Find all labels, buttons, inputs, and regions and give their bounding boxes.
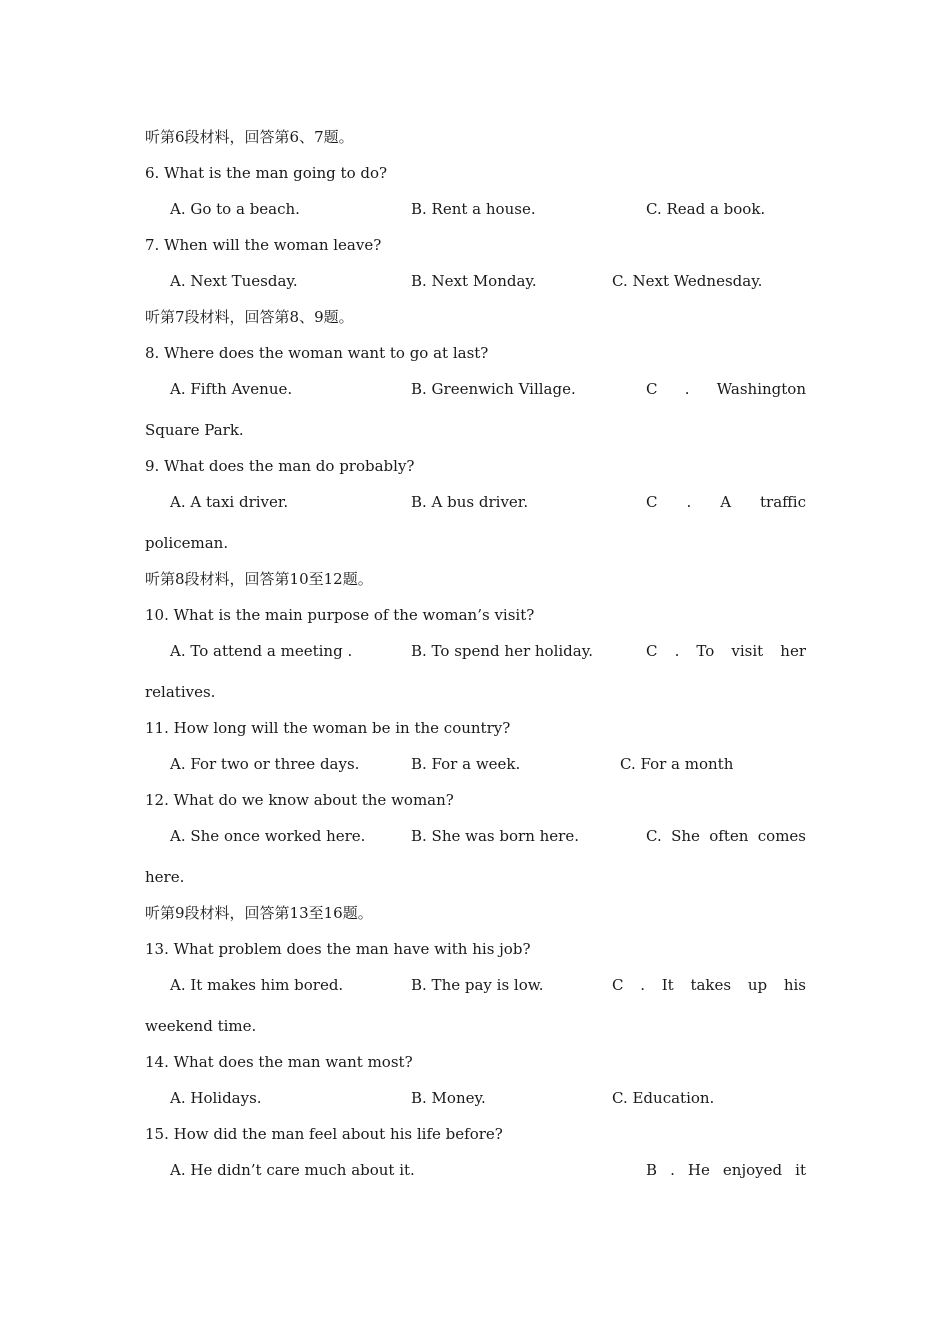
section-heading-text: 听第9段材料，回答第13至16题。	[145, 904, 373, 922]
question-stem: 12. What do we know about the woman?	[145, 791, 454, 809]
section-heading-text: 听第6段材料，回答第6、7题。	[145, 128, 354, 146]
question-10-options	[0, 640, 950, 662]
question-13	[0, 938, 950, 960]
option-b: B. The pay is low.	[411, 976, 544, 994]
question-stem: 11. How long will the woman be in the country?	[145, 719, 511, 737]
option-c-continued: Square Park.	[145, 421, 244, 439]
option-b: B. For a week.	[411, 755, 521, 773]
option-c: C. Next Wednesday.	[612, 272, 763, 290]
option-c-continued: policeman.	[145, 534, 229, 552]
section-heading-8	[0, 568, 950, 590]
question-stem: 8. Where does the woman want to go at last?	[145, 344, 489, 362]
question-stem: 15. How did the man feel about his life before?	[145, 1125, 503, 1143]
option-b: B. To spend her holiday.	[411, 642, 593, 660]
question-13-option-c-continued	[0, 1015, 950, 1037]
question-12	[0, 789, 950, 811]
question-15-options	[0, 1159, 950, 1181]
option-b: B . He enjoyed it	[646, 1161, 806, 1179]
option-a: A. He didn’t care much about it.	[170, 1161, 415, 1179]
option-c-continued: weekend time.	[145, 1017, 257, 1035]
option-b: B. Rent a house.	[411, 200, 536, 218]
option-c: C. For a month	[620, 755, 734, 773]
option-c-continued: relatives.	[145, 683, 216, 701]
question-stem: 14. What does the man want most?	[145, 1053, 413, 1071]
question-13-options	[0, 974, 950, 996]
option-b: B. Next Monday.	[411, 272, 537, 290]
question-8-option-c-continued	[0, 419, 950, 441]
option-a: A. To attend a meeting .	[170, 642, 353, 660]
question-stem: 13. What problem does the man have with his job?	[145, 940, 531, 958]
question-9-option-c-continued	[0, 532, 950, 554]
question-7	[0, 234, 950, 256]
option-a: A. It makes him bored.	[170, 976, 344, 994]
option-c-continued: here.	[145, 868, 185, 886]
option-a: A. She once worked here.	[170, 827, 366, 845]
option-c: C. Education.	[612, 1089, 715, 1107]
section-heading-7	[0, 306, 950, 328]
question-stem: 9. What does the man do probably?	[145, 457, 415, 475]
option-c: C . To visit her	[646, 642, 806, 660]
question-12-option-c-continued	[0, 866, 950, 888]
option-a: A. Fifth Avenue.	[170, 380, 293, 398]
option-c: C . A traffic	[646, 493, 806, 511]
option-a: A. Go to a beach.	[170, 200, 300, 218]
option-b: B. A bus driver.	[411, 493, 529, 511]
question-10-option-c-continued	[0, 681, 950, 703]
option-c: C. Read a book.	[646, 200, 766, 218]
question-8	[0, 342, 950, 364]
question-9	[0, 455, 950, 477]
option-b: B. Greenwich Village.	[411, 380, 576, 398]
question-14-options	[0, 1087, 950, 1109]
section-heading-6	[0, 126, 950, 148]
option-c: C. She often comes	[646, 827, 806, 845]
question-stem: 10. What is the main purpose of the woman’s visit?	[145, 606, 535, 624]
option-b: B. Money.	[411, 1089, 486, 1107]
question-6-options	[0, 198, 950, 220]
option-a: A. Holidays.	[170, 1089, 262, 1107]
option-a: A. Next Tuesday.	[170, 272, 298, 290]
question-11	[0, 717, 950, 739]
question-6	[0, 162, 950, 184]
section-heading-text: 听第8段材料，回答第10至12题。	[145, 570, 373, 588]
option-a: A. For two or three days.	[170, 755, 360, 773]
question-7-options	[0, 270, 950, 292]
option-c: C . Washington	[646, 380, 806, 398]
section-heading-9	[0, 902, 950, 924]
question-12-options	[0, 825, 950, 847]
question-11-options	[0, 753, 950, 775]
question-9-options	[0, 491, 950, 513]
option-b: B. She was born here.	[411, 827, 579, 845]
question-stem: 7. When will the woman leave?	[145, 236, 382, 254]
question-15	[0, 1123, 950, 1145]
question-10	[0, 604, 950, 626]
option-a: A. A taxi driver.	[170, 493, 289, 511]
question-8-options	[0, 378, 950, 400]
question-stem: 6. What is the man going to do?	[145, 164, 388, 182]
option-c: C . It takes up his	[612, 976, 806, 994]
question-14	[0, 1051, 950, 1073]
section-heading-text: 听第7段材料，回答第8、9题。	[145, 308, 354, 326]
